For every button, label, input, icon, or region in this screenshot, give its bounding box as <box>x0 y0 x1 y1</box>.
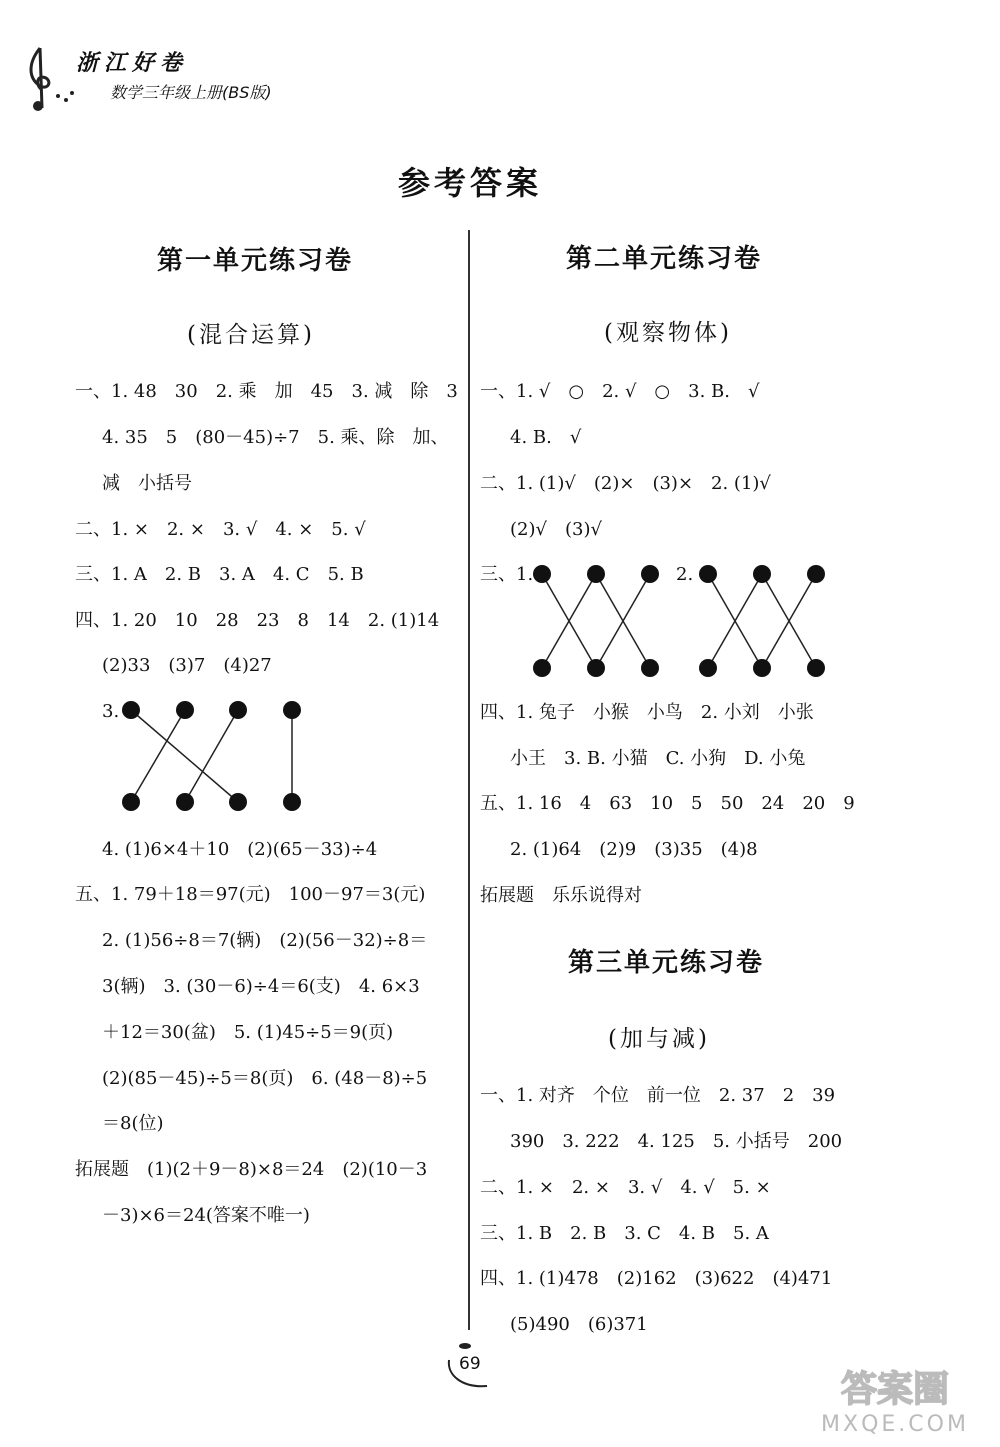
unit3-heading: 第三单元练习卷 <box>568 948 765 978</box>
answer-line: 五、1. 79＋18＝97(元) 100－97＝3(元) <box>75 884 426 905</box>
answer-line: －3)×6＝24(答案不唯一) <box>102 1205 310 1226</box>
answer-line: 三、1. <box>480 564 534 585</box>
answer-line: (2)33 (3)7 (4)27 <box>102 655 272 676</box>
answer-line: 4. (1)6×4＋10 (2)(65－33)÷4 <box>102 839 378 860</box>
matching-diagram <box>115 700 315 820</box>
answer-line: 五、1. 16 4 63 10 5 50 24 20 9 <box>480 793 855 814</box>
column-divider <box>468 230 470 1330</box>
svg-text:MXQE.COM: MXQE.COM <box>821 1412 969 1437</box>
page-number-text: 69 <box>459 1354 481 1374</box>
answer-line: 2. <box>676 564 694 585</box>
answer-line: 四、1. 兔子 小猴 小鸟 2. 小刘 小张 <box>480 702 814 723</box>
answer-line: 拓展题 (1)(2＋9－8)×8＝24 (2)(10－3 <box>75 1159 428 1180</box>
answer-line: 390 3. 222 4. 125 5. 小括号 200 <box>510 1131 843 1152</box>
answer-line: (2)(85－45)÷5＝8(页) 6. (48－8)÷5 <box>102 1068 428 1089</box>
brand-subtitle: 数学三年级上册(BS版) <box>110 83 272 102</box>
answer-line: ＝8(位) <box>102 1113 164 1134</box>
answer-line: 二、1. (1)√ (2)× (3)× 2. (1)√ <box>480 473 771 494</box>
answer-line: 一、1. 对齐 个位 前一位 2. 37 2 39 <box>480 1085 836 1106</box>
matching-diagram-2 <box>696 564 836 680</box>
answer-line: 三、1. B 2. B 3. C 4. B 5. A <box>480 1223 769 1244</box>
watermark-logo <box>800 1359 990 1439</box>
page-number <box>443 1340 503 1390</box>
unit1-topic: (混合运算) <box>187 322 315 348</box>
answer-line: 二、1. × 2. × 3. √ 4. √ 5. × <box>480 1177 771 1198</box>
page-title: 参考答案 <box>397 164 542 202</box>
brand-title: 浙江好卷 <box>76 50 189 76</box>
answer-line: 3(辆) 3. (30－6)÷4＝6(支) 4. 6×3 <box>102 976 420 997</box>
unit2-heading: 第二单元练习卷 <box>566 244 763 274</box>
answer-line: 二、1. × 2. × 3. √ 4. × 5. √ <box>75 519 366 540</box>
matching-diagram-1 <box>530 564 670 680</box>
answer-line: 2. (1)64 (2)9 (3)35 (4)8 <box>510 839 758 860</box>
answer-line: 一、1. 48 30 2. 乘 加 45 3. 减 除 3 <box>75 381 458 402</box>
unit3-topic: (加与减) <box>608 1026 710 1052</box>
answer-line: (2)√ (3)√ <box>510 519 602 540</box>
answer-line: 四、1. (1)478 (2)162 (3)622 (4)471 <box>480 1268 833 1289</box>
answer-line: 3. <box>102 701 120 722</box>
answer-line: 小王 3. B. 小猫 C. 小狗 D. 小兔 <box>510 748 806 769</box>
unit2-topic: (观察物体) <box>604 320 732 346</box>
answer-line: 三、1. A 2. B 3. A 4. C 5. B <box>75 564 364 585</box>
book-header <box>18 38 318 118</box>
answer-line: 四、1. 20 10 28 23 8 14 2. (1)14 <box>75 610 440 631</box>
answer-line: 2. (1)56÷8＝7(辆) (2)(56－32)÷8＝ <box>102 930 428 951</box>
music-note-logo <box>18 38 78 118</box>
answer-line: 拓展题 乐乐说得对 <box>480 885 642 906</box>
answer-line: ＋12＝30(盆) 5. (1)45÷5＝9(页) <box>102 1022 394 1043</box>
answer-line: (5)490 (6)371 <box>510 1314 648 1335</box>
answer-line: 减 小括号 <box>102 473 192 494</box>
unit1-heading: 第一单元练习卷 <box>157 246 354 276</box>
answer-line: 4. B. √ <box>510 427 582 448</box>
answer-line: 4. 35 5 (80－45)÷7 5. 乘、除 加、 <box>102 427 449 448</box>
answer-line: 一、1. √ ○ 2. √ ○ 3. B. √ <box>480 381 760 402</box>
svg-text:答案圈: 答案圈 <box>840 1369 950 1410</box>
